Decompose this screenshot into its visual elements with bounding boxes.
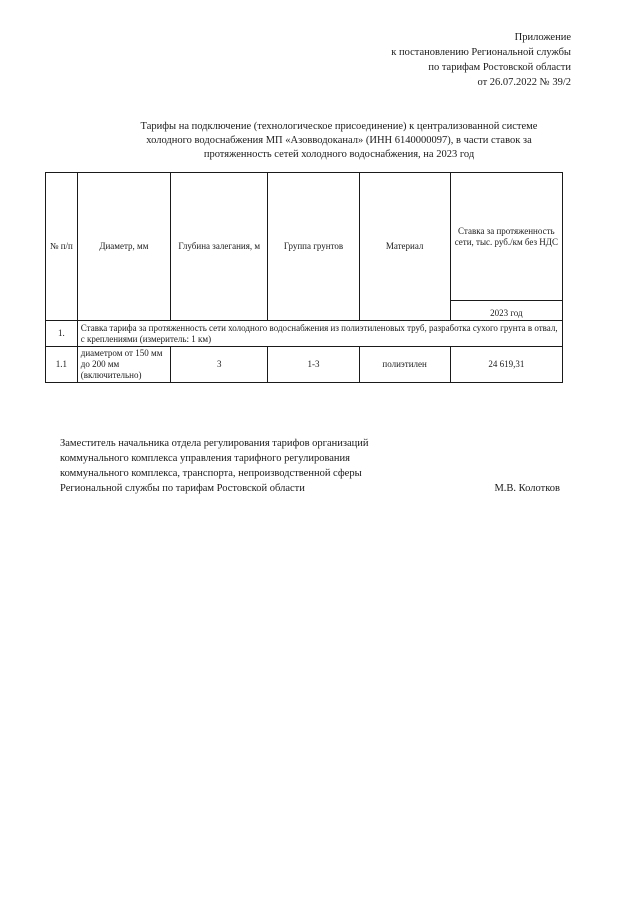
position-line: коммунального комплекса управления тарифного регулирования — [60, 453, 350, 464]
position-line: коммунального комплекса, транспорта, непроизводственной сферы — [60, 468, 362, 479]
title-line: протяженность сетей холодного водоснабжения, на 2023 год — [203, 149, 475, 160]
header-soil: Группа грунтов — [268, 173, 359, 321]
annex-line: по тарифам Ростовской области — [428, 62, 571, 73]
header-depth: Глубина залегания, м — [171, 173, 268, 321]
signature-block — [60, 436, 560, 496]
position-line: Региональной службы по тарифам Ростовской области — [60, 483, 305, 494]
annex-line: от 26.07.2022 № 39/2 — [477, 77, 571, 88]
row-material: полиэтилен — [359, 347, 450, 383]
tariff-table — [45, 172, 563, 383]
header-year: 2023 год — [450, 301, 562, 321]
header-diameter: Диаметр, мм — [77, 173, 170, 321]
row-value: 24 619,31 — [450, 347, 562, 383]
header-rate: Ставка за протяженность сети, тыс. руб./км без НДС — [450, 173, 562, 301]
document-title — [84, 120, 594, 162]
annex-line: к постановлению Региональной службы — [391, 47, 571, 58]
row-depth: 3 — [171, 347, 268, 383]
section-description: Ставка тарифа за протяженность сети холодного водоснабжения из полиэтиленовых труб, разработка сухого грунта в отвал, с креплениями (измеритель: 1 км) — [77, 321, 562, 347]
header-material: Материал — [359, 173, 450, 321]
section-num: 1. — [46, 321, 78, 347]
row-soil: 1-3 — [268, 347, 359, 383]
annex-line: Приложение — [514, 32, 571, 43]
title-line: холодного водоснабжения МП «Азовводоканал» (ИНН 6140000097), в части ставок за — [146, 135, 532, 146]
title-line: Тарифы на подключение (технологическое присоединение) к централизованной системе — [140, 121, 538, 132]
row-num: 1.1 — [46, 347, 78, 383]
row-diameter: диаметром от 150 мм до 200 мм (включительно) — [77, 347, 170, 383]
signer-position — [60, 436, 430, 496]
table-row — [46, 347, 563, 383]
signer-name: М.В. Колотков — [494, 483, 560, 494]
header-num: № п/п — [46, 173, 78, 321]
position-line: Заместитель начальника отдела регулирования тарифов организаций — [60, 438, 369, 449]
annex-block — [391, 30, 571, 90]
